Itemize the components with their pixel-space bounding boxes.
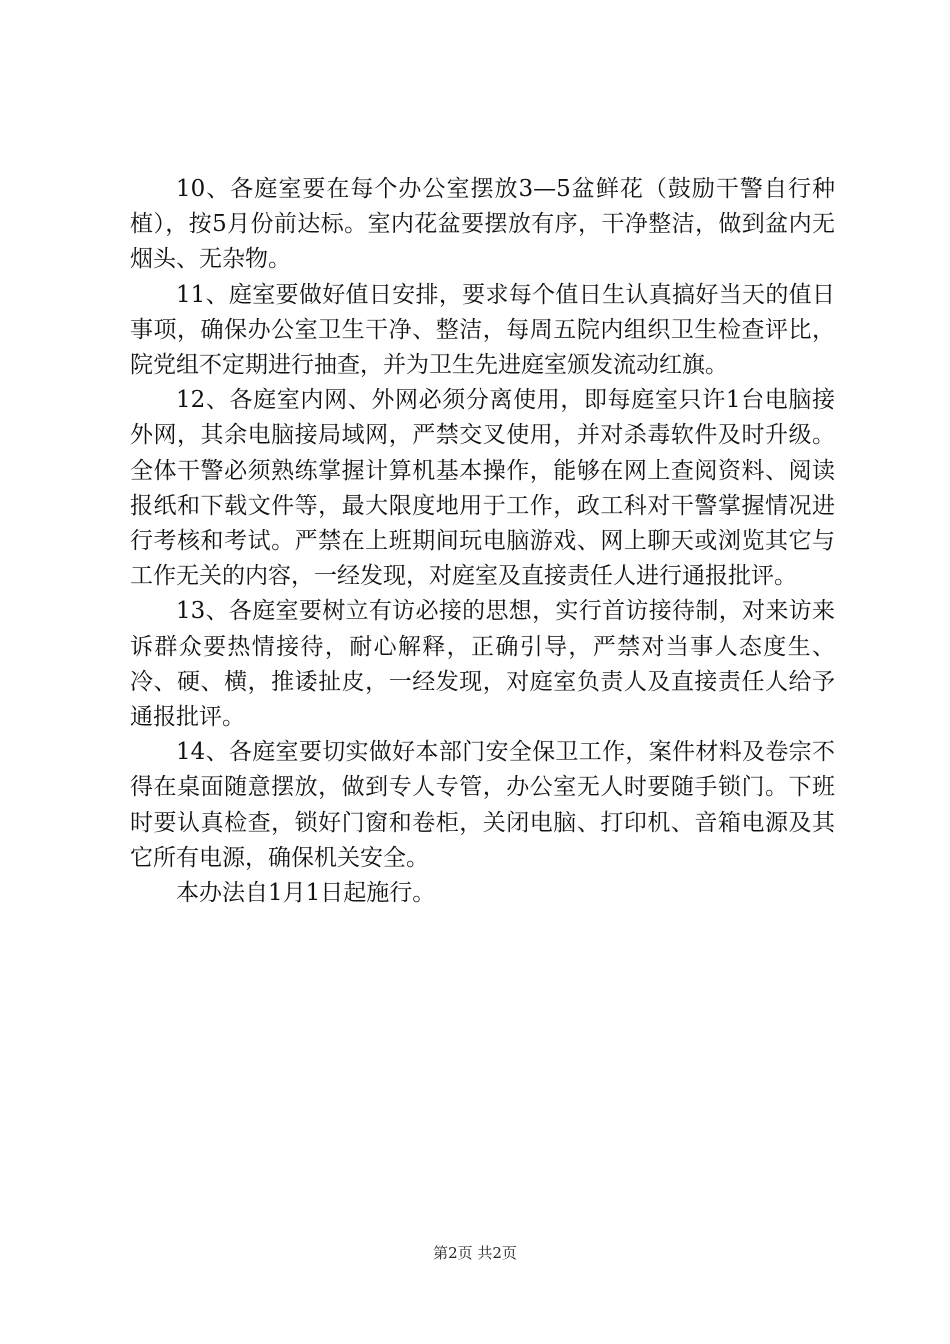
page-number-footer: 第2页 共2页 [433, 1244, 517, 1262]
paragraph-item-10: 10、各庭室要在每个办公室摆放3—5盆鲜花（鼓励干警自行种植），按5月份前达标。室内花盆要摆放有序，干净整洁，做到盆内无烟头、无杂物。 [130, 176, 835, 273]
paragraph-item-12: 12、各庭室内网、外网必须分离使用，即每庭室只许1台电脑接外网，其余电脑接局域网，严禁交叉使用，并对杀毒软件及时升级。全体干警必须熟练掌握计算机基本操作，能够在网上查阅资料、阅读报纸和下载文件等，最大限度地用于工作，政工科对干警掌握情况进行考核和考试。严禁在上班期间玩电脑游戏、网上聊天或浏览其它与工作无关的内容，一经发现，对庭室及直接责任人进行通报批评。 [130, 387, 835, 590]
paragraph-item-14: 14、各庭室要切实做好本部门安全保卫工作，案件材料及卷宗不得在桌面随意摆放，做到专人专管，办公室无人时要随手锁门。下班时要认真检查，锁好门窗和卷柜，关闭电脑、打印机、音箱电源及其它所有电源，确保机关安全。 [130, 739, 835, 871]
effective-date-paragraph: 本办法自1月1日起施行。 [176, 880, 436, 907]
paragraph-item-11: 11、庭室要做好值日安排，要求每个值日生认真搞好当天的值日事项，确保办公室卫生干净、整洁，每周五院内组织卫生检查评比，院党组不定期进行抽查，并为卫生先进庭室颁发流动红旗。 [130, 281, 835, 379]
paragraph-item-13: 13、各庭室要树立有访必接的思想，实行首访接待制，对来访来诉群众要热情接待，耐心解释，正确引导，严禁对当事人态度生、冷、硬、横，推诿扯皮，一经发现，对庭室负责人及直接责任人给予通报批评。 [130, 598, 835, 731]
document-body [130, 172, 835, 911]
